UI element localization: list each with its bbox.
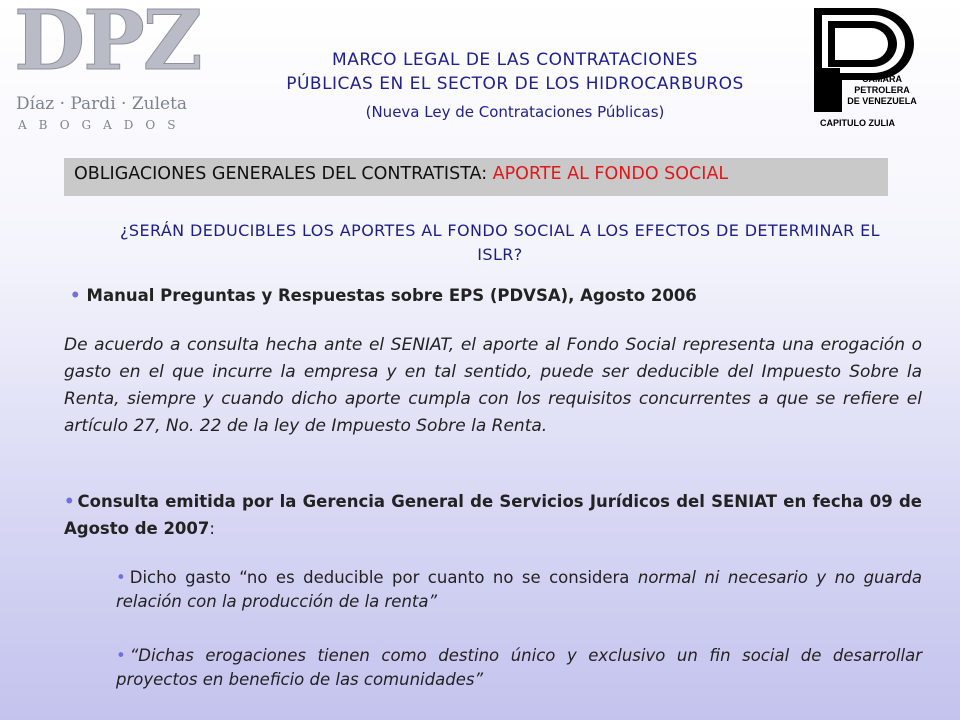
list-item-consulta-text: Consulta emitida por la Gerencia General de Servicios Jurídicos del SENIAT en fecha 09 de Agosto de 2007 [64, 492, 922, 538]
bullet-icon: • [70, 286, 81, 305]
sub-item-erogaciones-text: “Dichas erogaciones tienen como destino único y exclusivo un fin social de desarrollar proyectos en beneficio de las comunidades” [116, 646, 922, 689]
bullet-icon: • [116, 568, 126, 587]
dpz-logo-letters: DPZ [14, 0, 201, 89]
list-item-consulta-tail: : [209, 519, 215, 538]
sub-item-erogaciones [116, 644, 922, 692]
question-text: ¿SERÁN DEDUCIBLES LOS APORTES AL FONDO SOCIAL A LOS EFECTOS DE DETERMINAR EL ISLR? [120, 221, 880, 264]
dpz-logo-names: Díaz · Pardi · Zuleta [16, 94, 188, 114]
list-item-manual [70, 286, 910, 305]
sub-item-dicho-gasto-italic: normal ni necesario y no guarda relación con la producción de la renta” [116, 568, 922, 611]
section-heading-highlight: APORTE AL FONDO SOCIAL [492, 164, 729, 184]
cpv-line3: DE VENEZUELA [847, 96, 917, 106]
section-heading-main: OBLIGACIONES GENERALES DEL CONTRATISTA: [74, 164, 493, 184]
list-item-manual-text: Manual Preguntas y Respuestas sobre EPS (PDVSA), Agosto 2006 [86, 286, 697, 305]
page-title-line1: MARCO LEGAL DE LAS CONTRATACIONES [332, 50, 698, 70]
dpz-logo [12, 0, 212, 132]
camara-petrolera-logo [808, 6, 920, 128]
dpz-logo-subtitle: ABOGADOS [18, 118, 188, 132]
paragraph-seniat-consulta: De acuerdo a consulta hecha ante el SENIAT, el aporte al Fondo Social representa una erogación o gasto en el que incurre la empresa y en tal sentido, puede ser deducible del Impuesto Sobre la Renta, siempre y cuando dicho aporte cumpla con los requisitos concurrentes a que se refiere el artículo 27, No. 22 de la ley de Impuesto Sobre la Renta. [64, 335, 922, 436]
cpv-line4: CAPITULO ZULIA [820, 118, 895, 128]
page-subtitle: (Nueva Ley de Contrataciones Públicas) [365, 103, 665, 121]
list-item-consulta [64, 488, 922, 542]
sub-item-dicho-gasto [116, 566, 922, 614]
section-heading [64, 158, 888, 196]
bullet-icon: • [116, 646, 126, 665]
camara-petrolera-text [840, 74, 924, 107]
sub-item-dicho-gasto-text: Dicho gasto “no es deducible por cuanto no se considera [129, 568, 638, 587]
cpv-line2: PETROLERA [854, 85, 910, 95]
cpv-line1: CAMARA [862, 74, 902, 84]
page-title [230, 48, 800, 96]
page-title-line2: PÚBLICAS EN EL SECTOR DE LOS HIDROCARBUROS [286, 74, 744, 94]
bullet-icon: • [64, 492, 75, 511]
